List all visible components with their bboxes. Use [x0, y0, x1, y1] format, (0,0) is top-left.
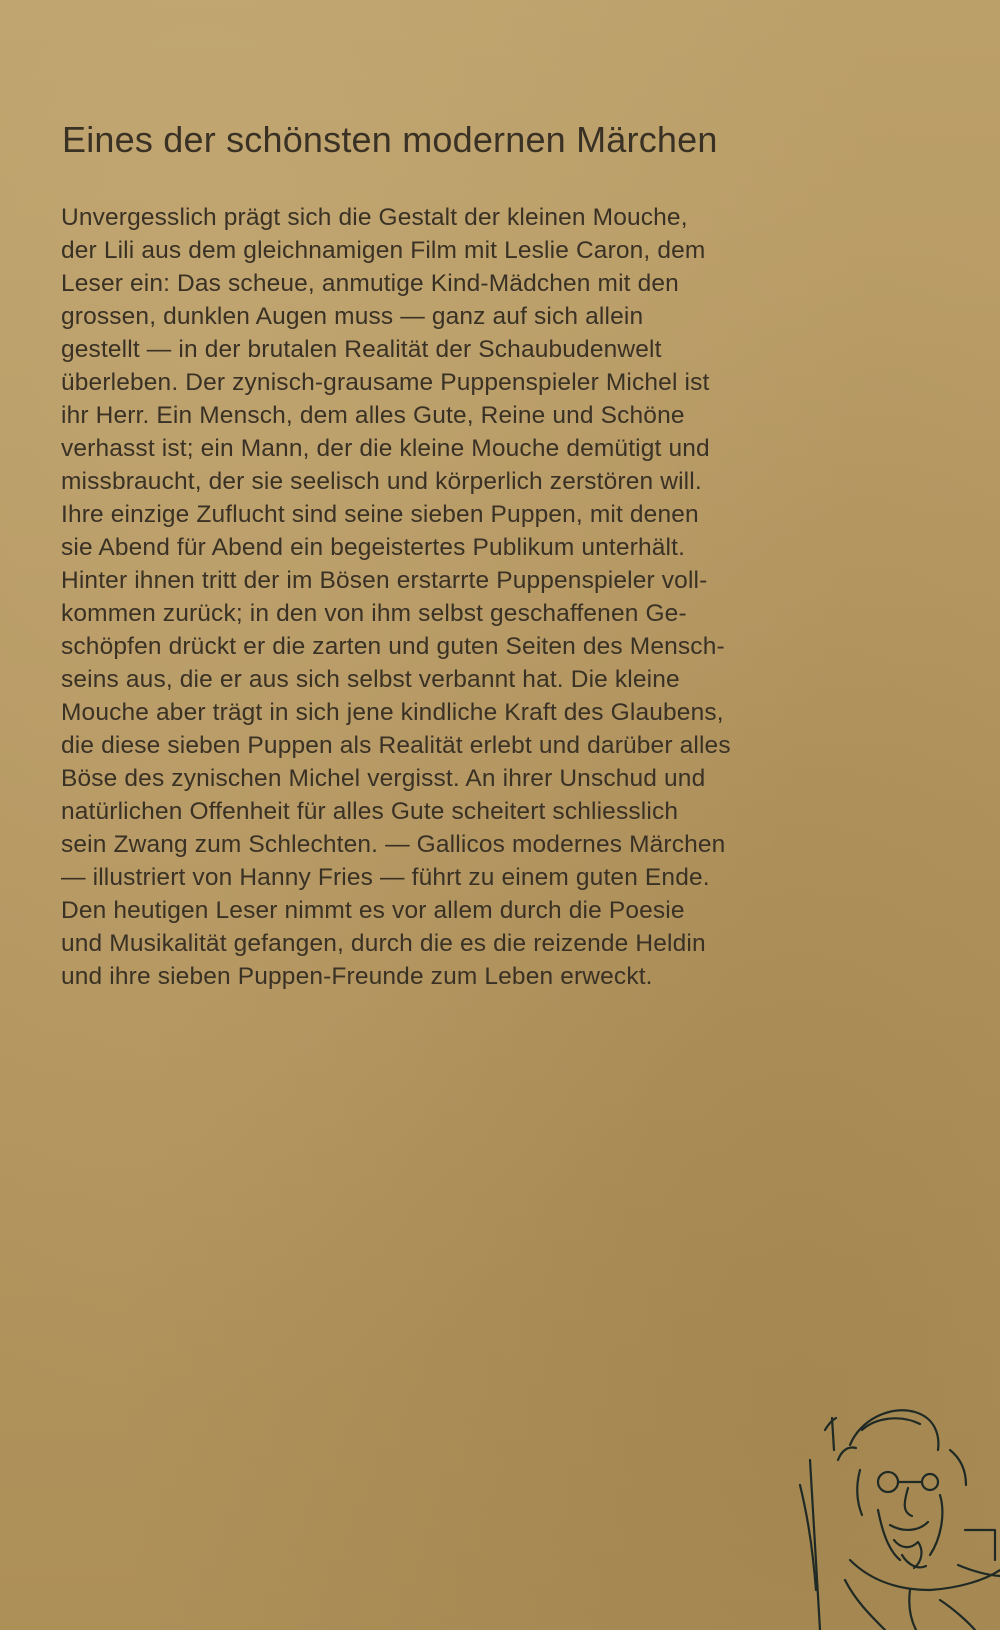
blurb-line: sein Zwang zum Schlechten. — Gallicos modernes Märchen — [61, 831, 726, 858]
blurb-line: missbraucht, der sie seelisch und körperlich zerstören will. — [61, 468, 702, 495]
blurb-line: Hinter ihnen tritt der im Bösen erstarrte Puppenspieler voll- — [61, 567, 708, 594]
blurb-line: der Lili aus dem gleichnamigen Film mit Leslie Caron, dem — [61, 237, 706, 264]
blurb-line: Leser ein: Das scheue, anmutige Kind-Mädchen mit den — [61, 270, 679, 297]
blurb-line: Den heutigen Leser nimmt es vor allem durch die Poesie — [61, 897, 685, 924]
puppeteer-sketch-icon — [790, 1390, 1000, 1630]
blurb-line: seins aus, die er aus sich selbst verbannt hat. Die kleine — [61, 666, 680, 693]
blurb-line: — illustriert von Hanny Fries — führt zu einem guten Ende. — [61, 864, 710, 891]
blurb-line: und Musikalität gefangen, durch die es die reizende Heldin — [61, 930, 706, 957]
blurb-text — [61, 201, 941, 993]
blurb-line: sie Abend für Abend ein begeistertes Publikum unterhält. — [61, 534, 686, 561]
blurb-line: und ihre sieben Puppen-Freunde zum Leben erweckt. — [61, 963, 653, 990]
blurb-line: kommen zurück; in den von ihm selbst geschaffenen Ge- — [61, 600, 687, 627]
blurb-line: schöpfen drückt er die zarten und guten Seiten des Mensch- — [61, 633, 725, 660]
blurb-line: gestellt — in der brutalen Realität der Schaubudenwelt — [61, 336, 662, 363]
blurb-line: Mouche aber trägt in sich jene kindliche Kraft des Glaubens, — [61, 699, 724, 726]
blurb-line: überleben. Der zynisch-grausame Puppenspieler Michel ist — [61, 369, 710, 396]
blurb-line: Ihre einzige Zuflucht sind seine sieben Puppen, mit denen — [61, 501, 699, 528]
blurb-line: die diese sieben Puppen als Realität erlebt und darüber alles — [61, 732, 731, 759]
blurb-line: verhasst ist; ein Mann, der die kleine Mouche demütigt und — [61, 435, 710, 462]
blurb-line: natürlichen Offenheit für alles Gute scheitert schliesslich — [61, 798, 679, 825]
blurb-line: grossen, dunklen Augen muss — ganz auf sich allein — [61, 303, 644, 330]
blurb-line: Unvergesslich prägt sich die Gestalt der kleinen Mouche, — [61, 204, 688, 231]
blurb-line: ihr Herr. Ein Mensch, dem alles Gute, Reine und Schöne — [61, 402, 685, 429]
cover-heading: Eines der schönsten modernen Märchen — [62, 119, 718, 160]
blurb-line: Böse des zynischen Michel vergisst. An ihrer Unschud und — [61, 765, 706, 792]
